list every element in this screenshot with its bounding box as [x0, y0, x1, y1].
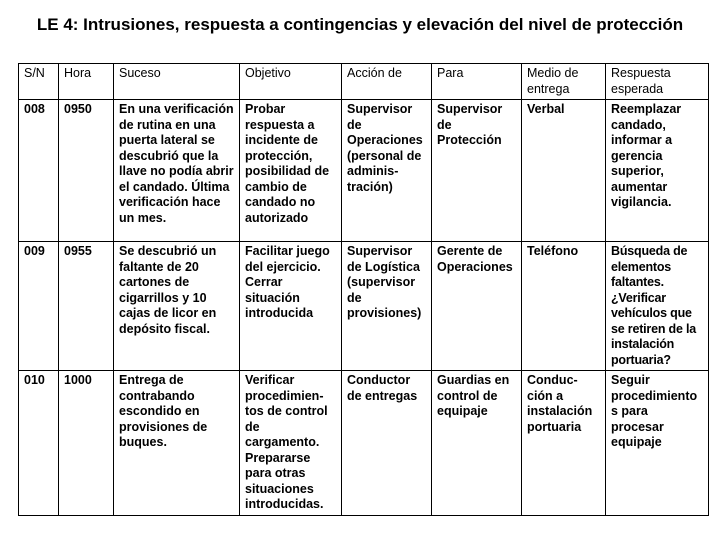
- header-respuesta-esperada: Respuesta esperada: [606, 64, 709, 100]
- cell-respuesta: Búsqueda de elementos faltantes. ¿Verificar vehículos que se retiren de la instalación portuaria?: [606, 242, 709, 371]
- exercise-table: [18, 63, 709, 516]
- header-objetivo: Objetivo: [240, 64, 342, 100]
- table-row: [19, 242, 709, 371]
- cell-para: Guardias en control de equipaje: [432, 371, 522, 516]
- header-suceso: Suceso: [114, 64, 240, 100]
- table-row: [19, 371, 709, 516]
- cell-sn: 008: [19, 100, 59, 242]
- header-para: Para: [432, 64, 522, 100]
- cell-medio: Teléfono: [522, 242, 606, 371]
- cell-objetivo: Verificar procedimien-tos de control de cargamento. Prepararse para otras situaciones introducidas.: [240, 371, 342, 516]
- cell-hora: 0955: [59, 242, 114, 371]
- cell-medio: Conduc-ción a instalación portuaria: [522, 371, 606, 516]
- cell-objetivo: Facilitar juego del ejercicio. Cerrar situación introducida: [240, 242, 342, 371]
- table-header-row: [19, 64, 709, 100]
- cell-objetivo: Probar respuesta a incidente de protección, posibilidad de cambio de candado no autorizado: [240, 100, 342, 242]
- header-sn: S/N: [19, 64, 59, 100]
- header-medio-de-entrega: Medio de entrega: [522, 64, 606, 100]
- cell-hora: 0950: [59, 100, 114, 242]
- cell-respuesta: Reemplazar candado, informar a gerencia superior, aumentar vigilancia.: [606, 100, 709, 242]
- cell-para: Supervisor de Protección: [432, 100, 522, 242]
- cell-suceso: En una verificación de rutina en una puerta lateral se descubrió que la llave no podía abrir el candado. Última verificación hace un mes.: [114, 100, 240, 242]
- cell-respuesta: Seguir procedimiento s para procesar equipaje: [606, 371, 709, 516]
- table-row: [19, 100, 709, 242]
- cell-medio: Verbal: [522, 100, 606, 242]
- cell-accion-de: Supervisor de Operaciones (personal de adminis-tración): [342, 100, 432, 242]
- header-hora: Hora: [59, 64, 114, 100]
- cell-suceso: Se descubrió un faltante de 20 cartones de cigarrillos y 10 cajas de licor en depósito fiscal.: [114, 242, 240, 371]
- cell-sn: 010: [19, 371, 59, 516]
- cell-sn: 009: [19, 242, 59, 371]
- cell-accion-de: Conductor de entregas: [342, 371, 432, 516]
- cell-para: Gerente de Operaciones: [432, 242, 522, 371]
- cell-accion-de: Supervisor de Logística (supervisor de provisiones): [342, 242, 432, 371]
- header-accion-de: Acción de: [342, 64, 432, 100]
- cell-suceso: Entrega de contrabando escondido en provisiones de buques.: [114, 371, 240, 516]
- cell-hora: 1000: [59, 371, 114, 516]
- document-title: LE 4: Intrusiones, respuesta a contingencias y elevación del nivel de protección: [36, 15, 684, 34]
